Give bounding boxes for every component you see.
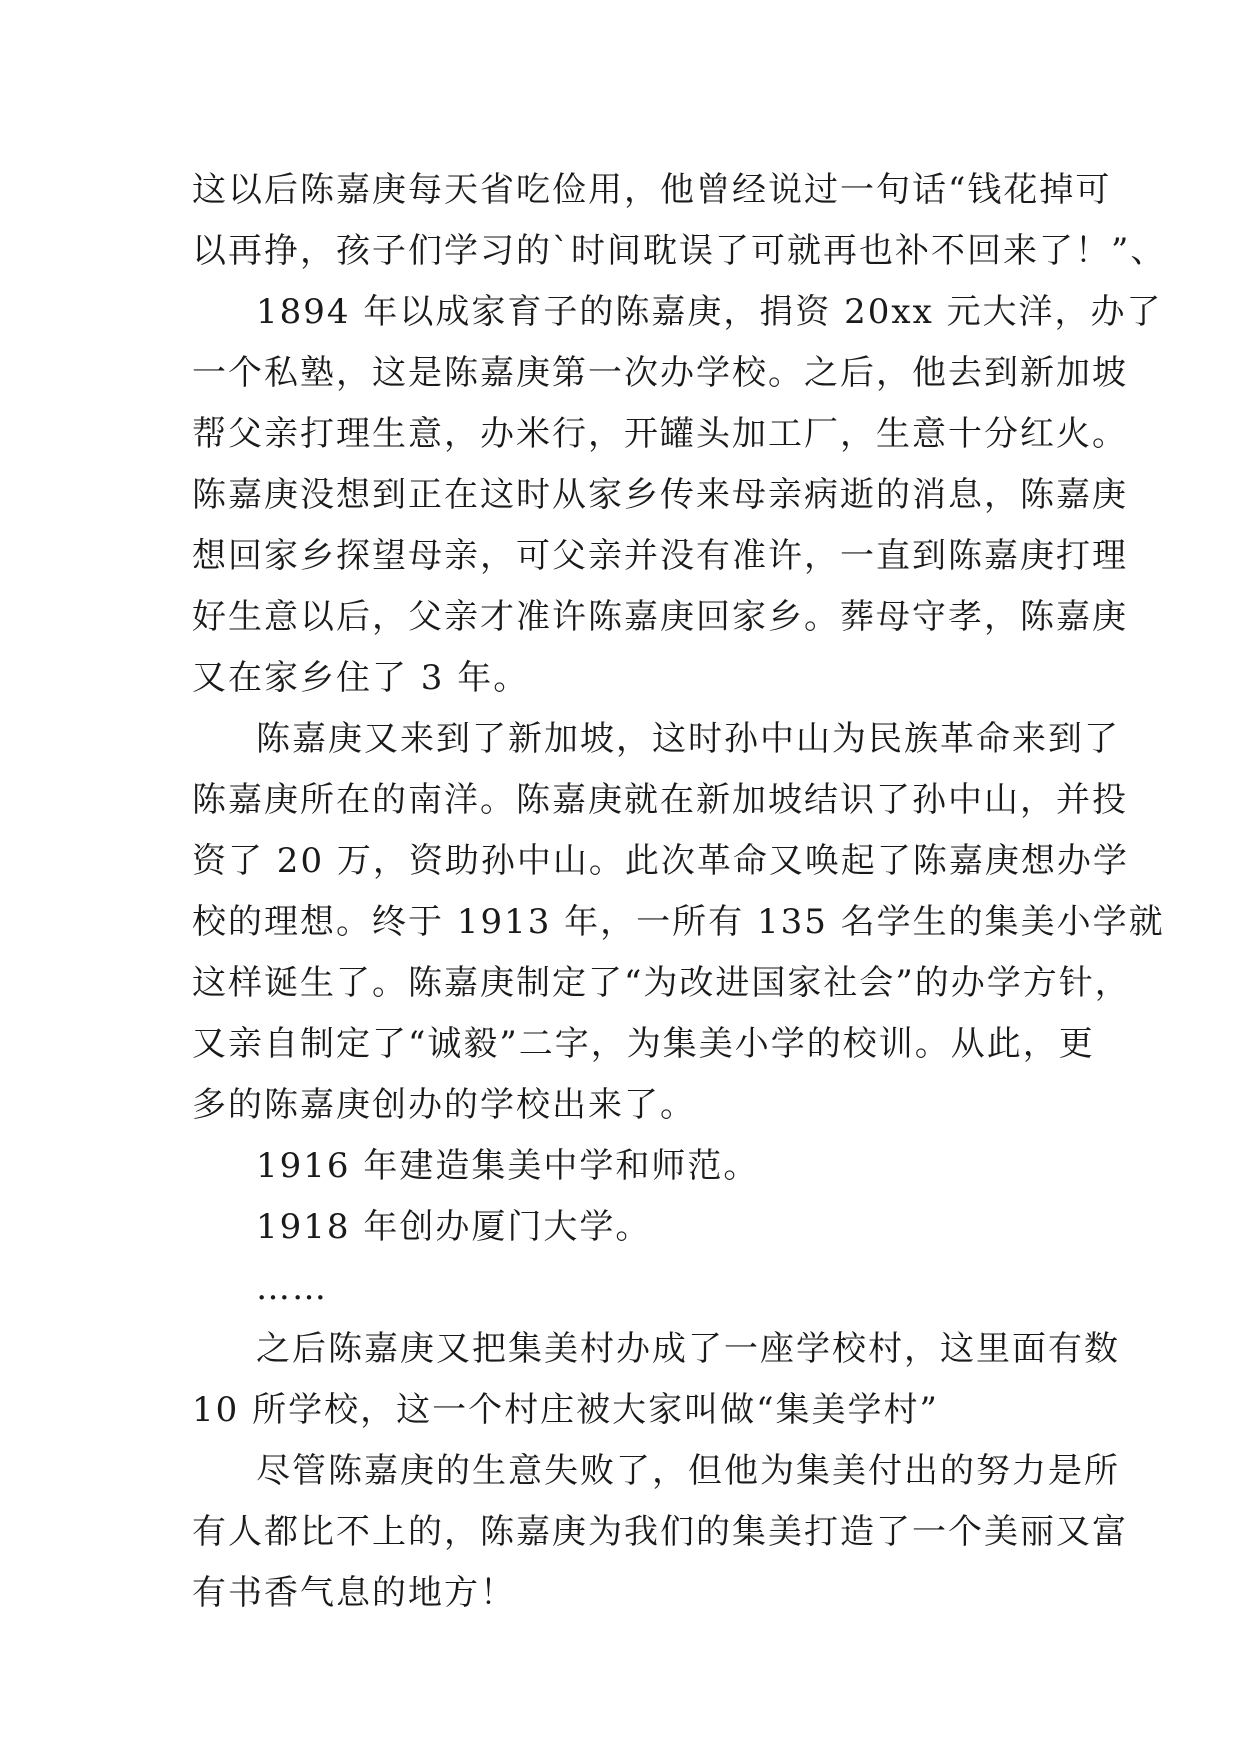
text-line: 陈嘉庚又来到了新加坡，这时孙中山为民族革命来到了 xyxy=(256,719,1120,759)
text-line: 多的陈嘉庚创办的学校出来了。 xyxy=(192,1085,696,1125)
text-line: 陈嘉庚所在的南洋。陈嘉庚就在新加坡结识了孙中山，并投 xyxy=(192,780,1128,820)
text-line: 陈嘉庚没想到正在这时从家乡传来母亲病逝的消息，陈嘉庚 xyxy=(192,475,1128,515)
text-line: 这样诞生了。陈嘉庚制定了“为改进国家社会”的办学方针， xyxy=(192,963,1131,1003)
text-line: 资了 20 万，资助孙中山。此次革命又唤起了陈嘉庚想办学 xyxy=(192,841,1129,881)
text-line: 又在家乡住了 3 年。 xyxy=(192,658,530,698)
text-line: 又亲自制定了“诚毅”二字，为集美小学的校训。从此，更 xyxy=(192,1024,1095,1064)
text-line: 帮父亲打理生意，办米行，开罐头加工厂，生意十分红火。 xyxy=(192,414,1128,454)
text-line: 想回家乡探望母亲，可父亲并没有准许，一直到陈嘉庚打理 xyxy=(192,536,1128,576)
text-line: 10 所学校，这一个村庄被大家叫做“集美学村” xyxy=(192,1390,939,1430)
text-line: 有人都比不上的，陈嘉庚为我们的集美打造了一个美丽又富 xyxy=(192,1512,1128,1552)
document-body xyxy=(192,160,1167,1624)
text-line: 以再挣，孩子们学习的`时间耽误了可就再也补不回来了！”、 xyxy=(192,231,1167,271)
text-line: 1894 年以成家育子的陈嘉庚，捐资 20xx 元大洋，办了 xyxy=(256,292,1163,332)
text-line: 尽管陈嘉庚的生意失败了，但他为集美付出的努力是所 xyxy=(256,1451,1120,1491)
text-line: 1916 年建造集美中学和师范。 xyxy=(256,1146,760,1186)
text-line: 一个私塾，这是陈嘉庚第一次办学校。之后，他去到新加坡 xyxy=(192,353,1128,393)
text-line: 这以后陈嘉庚每天省吃俭用，他曾经说过一句话“钱花掉可 xyxy=(192,170,1112,210)
text-line: 有书香气息的地方！ xyxy=(192,1573,516,1613)
text-line: 校的理想。终于 1913 年，一所有 135 名学生的集美小学就 xyxy=(192,902,1165,942)
text-line: …… xyxy=(256,1268,328,1308)
text-line: 之后陈嘉庚又把集美村办成了一座学校村，这里面有数 xyxy=(256,1329,1120,1369)
text-line: 好生意以后，父亲才准许陈嘉庚回家乡。葬母守孝，陈嘉庚 xyxy=(192,597,1128,637)
text-line: 1918 年创办厦门大学。 xyxy=(256,1207,652,1247)
